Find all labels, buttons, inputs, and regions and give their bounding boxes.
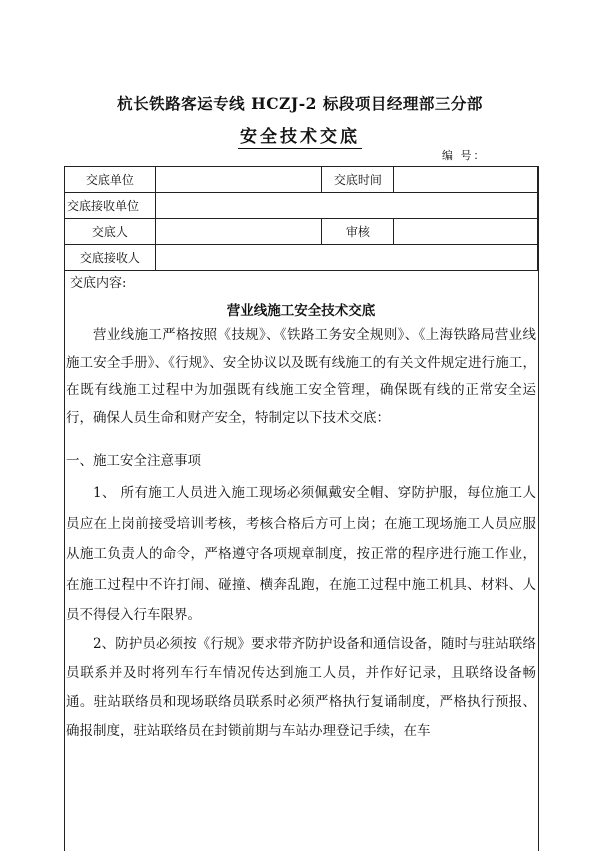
- serial-number-label: 编 号：: [442, 149, 487, 162]
- document-title-text: 安全技术交底: [240, 127, 360, 147]
- table-row: [65, 245, 538, 271]
- review-value: [394, 219, 538, 245]
- intro-paragraph: 营业线施工严格按照《技规》、《铁路工务安全规则》、《上海铁路局营业线施工安全手册》、《行规》、安全协议以及既有线施工的有关文件规定进行施工，在既有线施工过程中为加强既有线施工安全管理，确保既有线的正常安全运行，确保人员生命和财产安全，特制定以下技术交底：: [66, 327, 536, 426]
- receiver-unit-value: [155, 193, 537, 219]
- table-row: [65, 167, 538, 193]
- time-label: 交底时间: [322, 167, 394, 193]
- person-label: 交底人: [65, 219, 156, 245]
- section-heading: 一、施工安全注意事项: [66, 453, 201, 469]
- item-1-paragraph: 1、 所有施工人员进入施工现场必须佩戴安全帽、穿防护服，每位施工人员应在上岗前接受培训考核，考核合格后方可上岗；在施工现场施工人员应服从施工负责人的命令，严格遵守各项规章制度，按正常的程序进行施工作业，在施工过程中不许打闹、碰撞、横奔乱跑，在施工过程中施工机具、材料、人员不得侵入行车限界。: [66, 485, 536, 623]
- time-value: [394, 167, 538, 193]
- review-label: 审核: [322, 219, 394, 245]
- unit-label: 交底单位: [65, 167, 156, 193]
- info-table: [64, 166, 538, 271]
- receiver-unit-label: 交底接收单位: [65, 193, 156, 219]
- table-row: [65, 219, 538, 245]
- person-value: [155, 219, 322, 245]
- unit-value: [155, 167, 322, 193]
- receiver-label: 交底接收人: [65, 245, 156, 271]
- receiver-value: [155, 245, 537, 271]
- content-label: 交底内容:: [70, 276, 127, 291]
- table-row: [65, 193, 538, 219]
- org-title: 杭长铁路客运专线 HCZJ-2 标段项目经理部三分部: [117, 94, 483, 113]
- document-title: [0, 122, 600, 147]
- item-2-paragraph: 2、防护员必须按《行规》要求带齐防护设备和通信设备，随时与驻站联络员联系并及时将列车行车情况传达到施工人员，并作好记录，且联络设备畅通。驻站联络员和现场联络员联系时必须严格执行复诵制度，严格执行预报、确报制度，驻站联络员在封锁前期与车站办理登记手续，在车: [66, 636, 536, 739]
- content-title: 营业线施工安全技术交底: [226, 303, 376, 319]
